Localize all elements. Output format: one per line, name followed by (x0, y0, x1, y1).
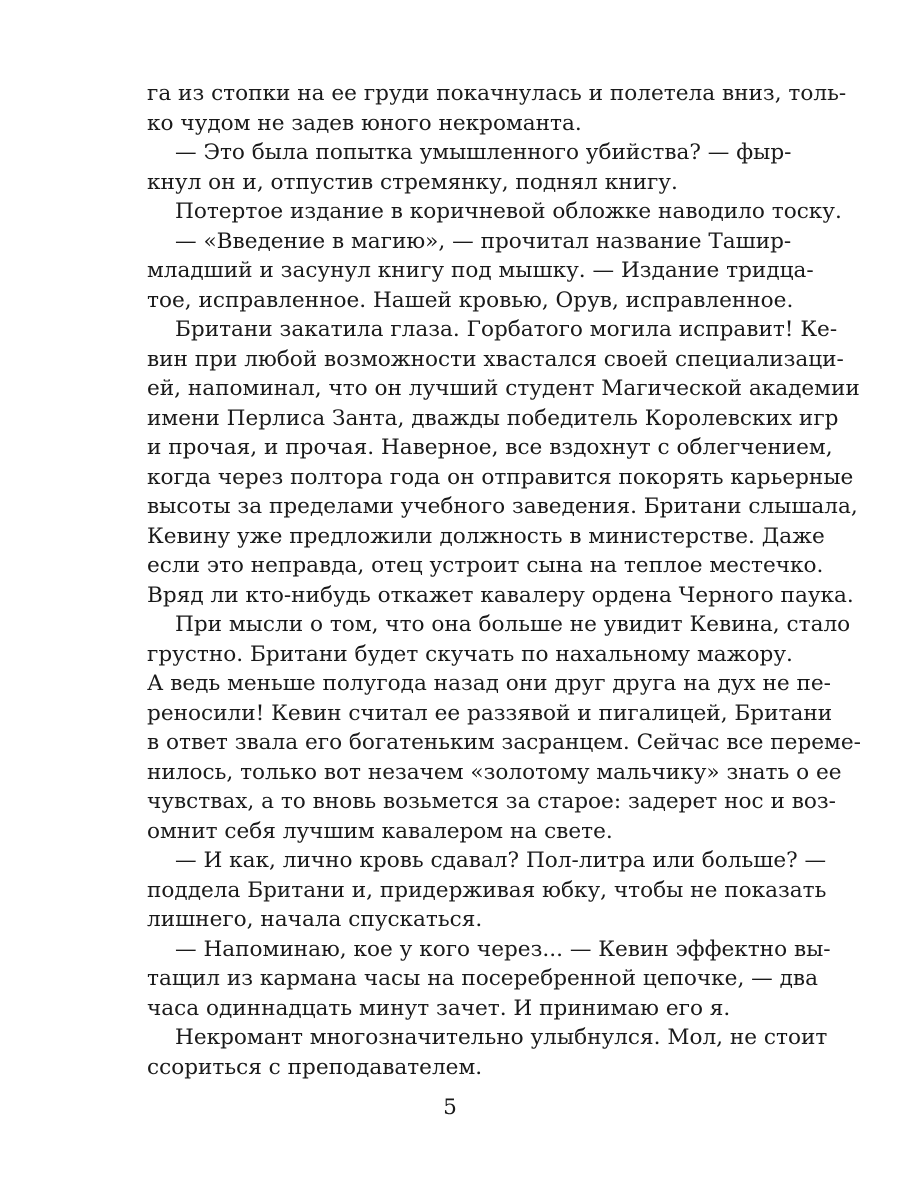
text-line: При мысли о том, что она больше не увидит Кевина, стало (175, 612, 851, 637)
text-line: грустно. Британи будет скучать по нахальному мажору. (147, 641, 793, 667)
text-line: омнит себя лучшим кавалером на свете. (147, 818, 613, 844)
text-line: тое, исправленное. Нашей кровью, Орув, исправленное. (147, 287, 794, 313)
text-line: тащил из кармана часы на посеребренной цепочке, — два (147, 966, 818, 991)
text-line: ко чудом не задев юного некроманта. (147, 110, 582, 136)
text-line: младший и засунул книгу под мышку. — Издание тридца- (147, 258, 814, 283)
body-text (147, 79, 861, 1082)
text-line: — И как, лично кровь сдавал? Пол-литра или больше? — (175, 848, 827, 873)
text-line: — «Введение в магию», — прочитал название Ташир- (175, 228, 792, 254)
text-line: поддела Британи и, придерживая юбку, чтобы не показать (147, 877, 827, 903)
text-line: и прочая, и прочая. Наверное, все вздохнут с облегчением, (147, 435, 833, 460)
text-line: вин при любой возможности хвастался своей специализаци- (147, 346, 844, 372)
text-line: в ответ звала его богатеньким засранцем. Сейчас все переме- (147, 730, 861, 755)
text-line: Кевину уже предложили должность в министерстве. Даже (147, 523, 825, 549)
text-line: часа одиннадцать минут зачет. И принимаю его я. (147, 995, 731, 1021)
text-line: нилось, только вот незачем «золотому мальчику» знать о ее (147, 759, 842, 785)
text-line: ей, напоминал, что он лучший студент Магической академии (147, 376, 860, 401)
text-line: А ведь меньше полугода назад они друг друга на дух не пе- (147, 671, 831, 696)
text-line: лишнего, начала спускаться. (147, 907, 483, 932)
text-line: — Это была попытка умышленного убийства? — фыр- (175, 140, 792, 165)
text-line: когда через полтора года он отправится покорять карьерные (147, 464, 854, 490)
page-number: 5 (443, 1095, 457, 1120)
text-line: Потертое издание в коричневой обложке наводило тоску. (175, 199, 842, 224)
text-line: кнул он и, отпустив стремянку, поднял книгу. (147, 169, 678, 195)
text-line: — Напоминаю, кое у кого через... — Кевин эффектно вы- (175, 936, 831, 962)
text-line: Вряд ли кто-нибудь откажет кавалеру ордена Черного паука. (147, 582, 854, 608)
text-line: Британи закатила глаза. Горбатого могила исправит! Ке- (175, 317, 838, 342)
text-line: высоты за пределами учебного заведения. Британи слышала, (147, 494, 858, 519)
text-line: реносили! Кевин считал ее раззявой и пигалицей, Британи (147, 700, 833, 726)
text-line: чувствах, а то вновь возьмется за старое: задерет нос и воз- (147, 789, 836, 814)
text-line: га из стопки на ее груди покачнулась и полетела вниз, толь- (147, 81, 847, 106)
text-line: если это неправда, отец устроит сына на теплое местечко. (147, 553, 824, 578)
text-line: Некромант многозначительно улыбнулся. Мол, не стоит (175, 1025, 828, 1050)
text-line: имени Перлиса Занта, дважды победитель Королевских игр (147, 405, 839, 431)
text-line: ссориться с преподавателем. (147, 1054, 483, 1080)
